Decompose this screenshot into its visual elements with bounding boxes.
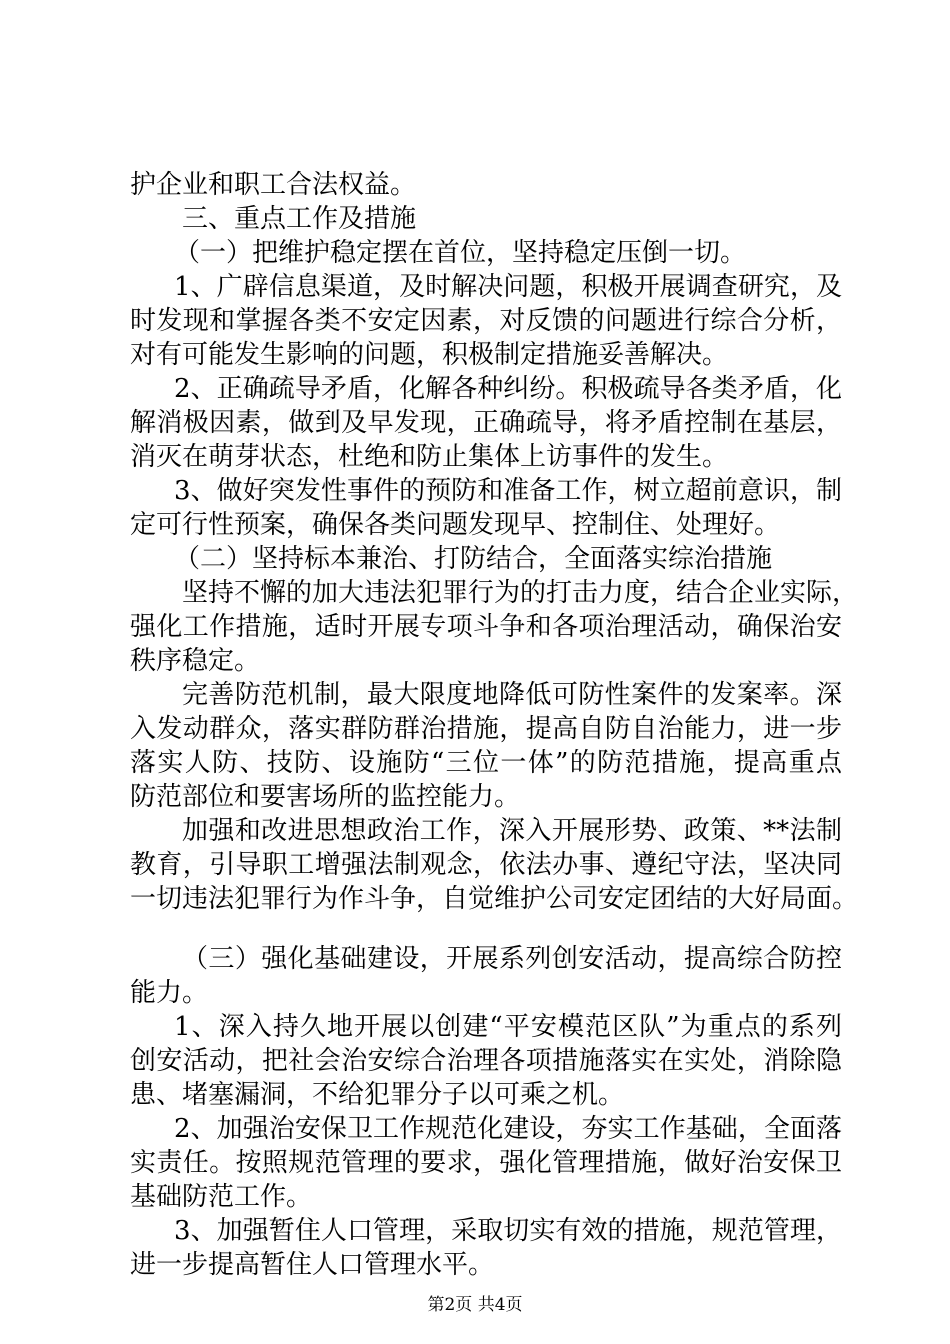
text-line: 2、加强治安保卫工作规范化建设，夯实工作基础，全面落 [174,1114,842,1144]
page-footer [0,1294,950,1316]
text-line: 患、堵塞漏洞，不给犯罪分子以可乘之机。 [130,1080,625,1110]
text-line: 强化工作措施，适时开展专项斗争和各项治理活动，确保治安 [130,612,842,642]
section-heading: 三、重点工作及措施 [182,204,417,234]
text-line: 教育，引导职工增强法制观念，依法办事、遵纪守法，坚决同 [130,850,842,880]
text-line: 1、广辟信息渠道，及时解决问题，积极开展调查研究，及 [174,272,842,302]
page-number-label: 第2页 共4页 [427,1295,523,1315]
subsection-heading: （二）坚持标本兼治、打防结合，全面落实综治措施 [174,544,773,574]
text-line: 完善防范机制，最大限度地降低可防性案件的发案率。深 [182,680,842,710]
text-line: 落实人防、技防、设施防“三位一体”的防范措施，提高重点 [130,748,842,778]
text-line: 定可行性预案，确保各类问题发现早、控制住、处理好。 [130,510,781,540]
subsection-heading: （一）把维护稳定摆在首位，坚持稳定压倒一切。 [174,238,747,268]
text-line: 消灭在萌芽状态，杜绝和防止集体上访事件的发生。 [130,442,729,472]
text-line: 入发动群众，落实群防群治措施，提高自防自治能力，进一步 [130,714,842,744]
text-line: 进一步提高暂住人口管理水平。 [130,1250,495,1280]
text-line: 加强和改进思想政治工作，深入开展形势、政策、**法制 [182,816,842,846]
text-line: 一切违法犯罪行为作斗争，自觉维护公司安定团结的大好局面。 [130,884,859,914]
text-line: 对有可能发生影响的问题，积极制定措施妥善解决。 [130,340,729,370]
text-line: 3、做好突发性事件的预防和准备工作，树立超前意识，制 [174,476,842,506]
document-body [130,168,859,1282]
text-line: 防范部位和要害场所的监控能力。 [130,782,521,812]
text-line: 护企业和职工合法权益。 [130,170,417,200]
text-line: 创安活动，把社会治安综合治理各项措施落实在实处，消除隐 [130,1046,842,1076]
paragraph-gap [130,916,842,942]
text-line: 时发现和掌握各类不安定因素，对反馈的问题进行综合分析， [130,306,842,336]
text-line: 能力。 [130,978,209,1008]
text-line: 1、深入持久地开展以创建“平安模范区队”为重点的系列 [174,1012,842,1042]
text-line: 2、正确疏导矛盾，化解各种纠纷。积极疏导各类矛盾，化 [174,374,842,404]
text-line: 3、加强暂住人口管理，采取切实有效的措施，规范管理， [174,1216,842,1246]
text-line: 秩序稳定。 [130,646,261,676]
text-line: 实责任。按照规范管理的要求，强化管理措施，做好治安保卫 [130,1148,842,1178]
subsection-heading: （三）强化基础建设，开展系列创安活动，提高综合防控 [182,944,842,974]
text-line: 基础防范工作。 [130,1182,313,1212]
text-line: 坚持不懈的加大违法犯罪行为的打击力度，结合企业实际， [182,578,859,608]
text-line: 解消极因素，做到及早发现，正确疏导，将矛盾控制在基层， [130,408,842,438]
